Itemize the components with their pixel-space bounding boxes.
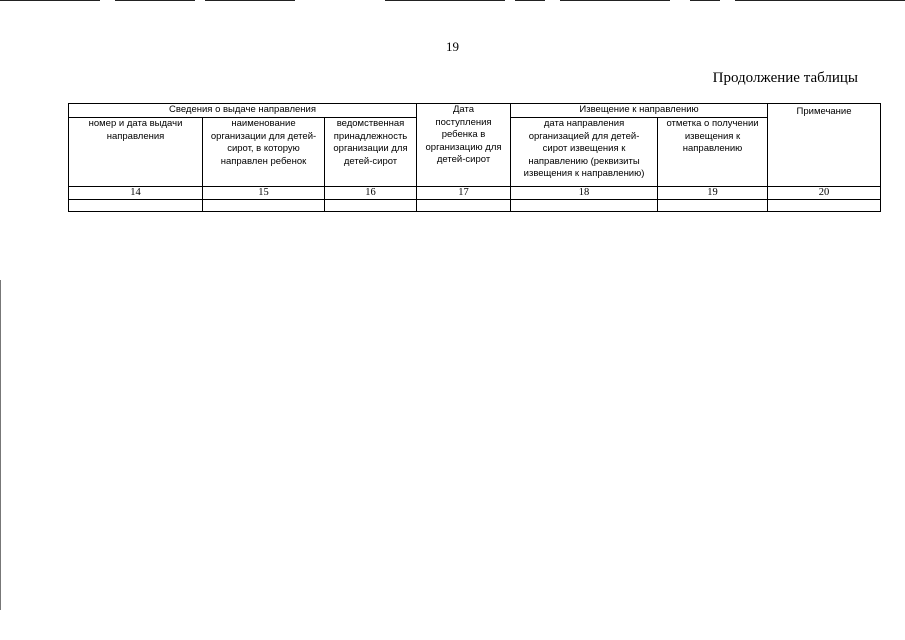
subheader-text: ведомственная принадлежность организации для детей-сирот	[333, 118, 408, 167]
top-border-fragment	[515, 0, 545, 1]
top-border-fragment	[385, 0, 505, 1]
column-number-cell: 15	[203, 187, 325, 200]
column-number-cell: 20	[768, 187, 881, 200]
top-border-fragment	[560, 0, 670, 1]
column-number-cell: 18	[511, 187, 658, 200]
top-border-fragment	[0, 0, 100, 1]
group-header-referral-info	[69, 104, 417, 118]
header-admission-date	[417, 104, 511, 187]
subheader-organization-name	[203, 118, 325, 187]
subheader-notice-receipt-mark	[658, 118, 768, 187]
scan-edge	[0, 280, 1, 610]
column-number-cell: 19	[658, 187, 768, 200]
table-cell	[768, 200, 881, 212]
group-header-text: Извещение к направлению	[579, 104, 699, 115]
subheader-notice-date	[511, 118, 658, 187]
table-cell	[325, 200, 417, 212]
top-border-fragment	[115, 0, 195, 1]
column-number-cell: 14	[69, 187, 203, 200]
top-border-fragment	[205, 0, 295, 1]
table-cell	[69, 200, 203, 212]
group-header-text: Сведения о выдаче направления	[169, 104, 316, 115]
column-number-cell: 16	[325, 187, 417, 200]
subheader-text: дата направления организацией для детей- сирот извещения к направлению (реквизиты извещения к направлению)	[523, 118, 645, 180]
group-header-row	[69, 104, 881, 118]
referral-register-table	[68, 103, 881, 212]
group-header-referral-notice	[511, 104, 768, 118]
empty-data-row	[69, 200, 881, 212]
subheader-text: номер и дата выдачи направления	[88, 118, 183, 142]
table-cell	[203, 200, 325, 212]
top-border-fragment	[735, 0, 905, 1]
header-note-text: Примечание	[796, 106, 852, 117]
table-cell	[511, 200, 658, 212]
subheader-text: отметка о получении извещения к направлению	[666, 118, 759, 155]
page-number: 19	[446, 39, 459, 54]
column-number-cell: 17	[417, 187, 511, 200]
header-note	[768, 104, 881, 187]
subheader-text: наименование организации для детей- сирот, в которую направлен ребенок	[210, 118, 317, 167]
top-border-fragment	[690, 0, 720, 1]
table-cell	[417, 200, 511, 212]
column-number-row	[69, 187, 881, 200]
header-admission-date-text: Дата поступления ребенка в организацию для детей-сирот	[425, 104, 502, 166]
subheader-departmental-affiliation	[325, 118, 417, 187]
subheader-referral-number-date	[69, 118, 203, 187]
table-cell	[658, 200, 768, 212]
table-continuation-label: Продолжение таблицы	[712, 70, 858, 86]
